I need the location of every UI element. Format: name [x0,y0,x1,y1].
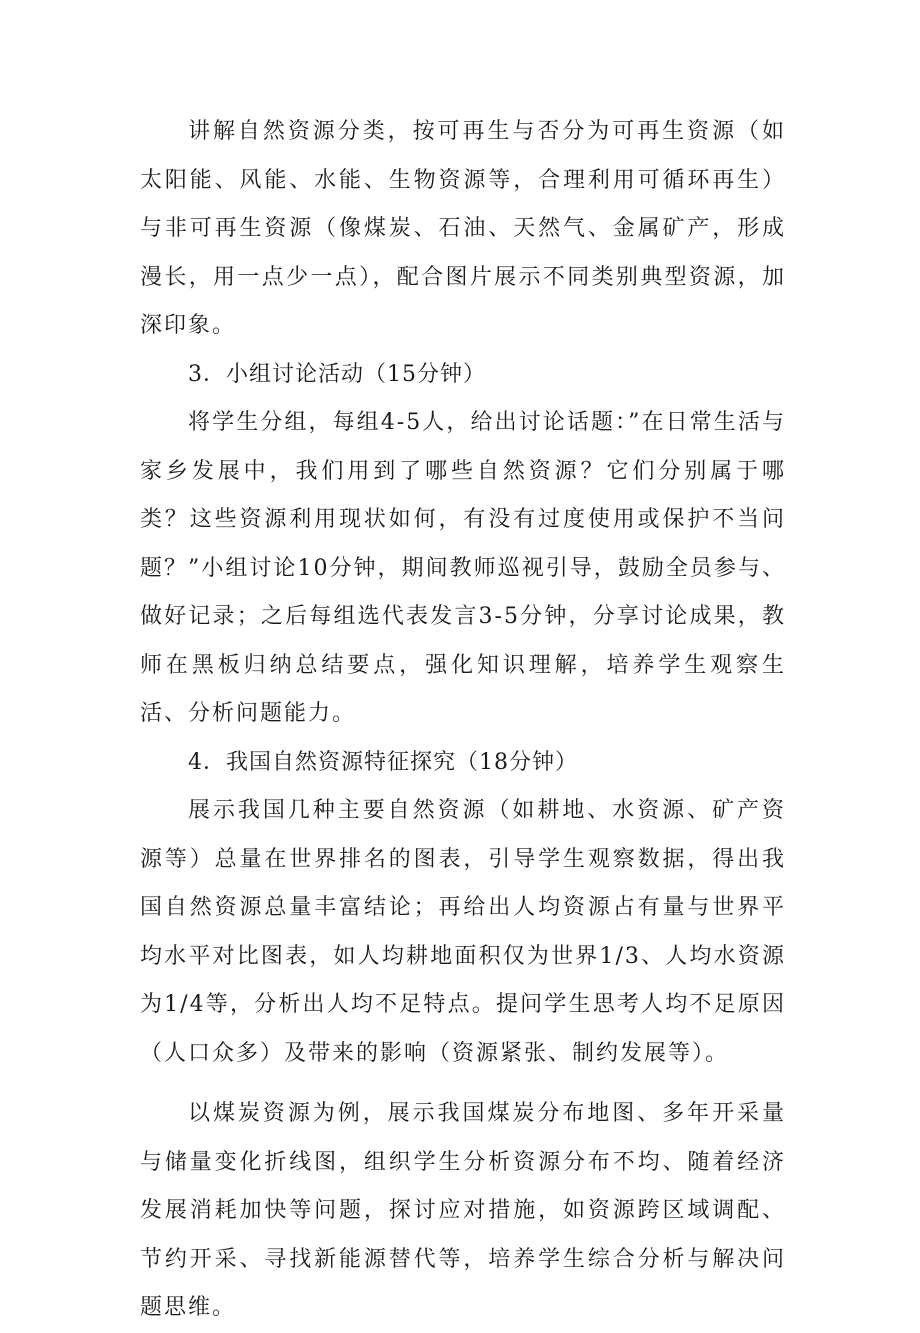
section-heading-resource-features: 4．我国自然资源特征探究（18分钟） [188,749,578,775]
section-heading-group-discussion: 3．小组讨论活动（15分钟） [188,361,486,387]
paragraph-coal-example: 以煤炭资源为例，展示我国煤炭分布地图、多年开采量与储量变化折线图，组织学生分析资源分布不均、随着经济发展消耗加快等问题，探讨应对措施，如资源跨区域调配、节约开采、寻找新能源替代等，培养学生综合分析与解决问题思维。 [140,1101,786,1320]
paragraph-spacer [140,1078,786,1090]
document-body [140,108,786,1333]
paragraph-resource-features: 展示我国几种主要自然资源（如耕地、水资源、矿产资源等）总量在世界排名的图表，引导学生观察数据，得出我国自然资源总量丰富结论；再给出人均资源占有量与世界平均水平对比图表，如人均耕地面积仅为世界1/3、人均水资源为1/4等，分析出人均不足特点。提问学生思考人均不足原因（人口众多）及带来的影响（资源紧张、制约发展等）。 [140,798,786,1066]
paragraph-resource-classification: 讲解自然资源分类，按可再生与否分为可再生资源（如太阳能、风能、水能、生物资源等，合理利用可循环再生）与非可再生资源（像煤炭、石油、天然气、金属矿产，形成漫长，用一点少一点），配合图片展示不同类别典型资源，加深印象。 [140,119,786,338]
paragraph-group-discussion: 将学生分组，每组4-5人，给出讨论话题：”在日常生活与家乡发展中，我们用到了哪些自然资源？它们分别属于哪类？这些资源利用现状如何，有没有过度使用或保护不当问题？”小组讨论10分钟，期间教师巡视引导，鼓励全员参与、做好记录；之后每组选代表发言3-5分钟，分享讨论成果，教师在黑板归纳总结要点，强化知识理解，培养学生观察生活、分析问题能力。 [140,410,786,726]
